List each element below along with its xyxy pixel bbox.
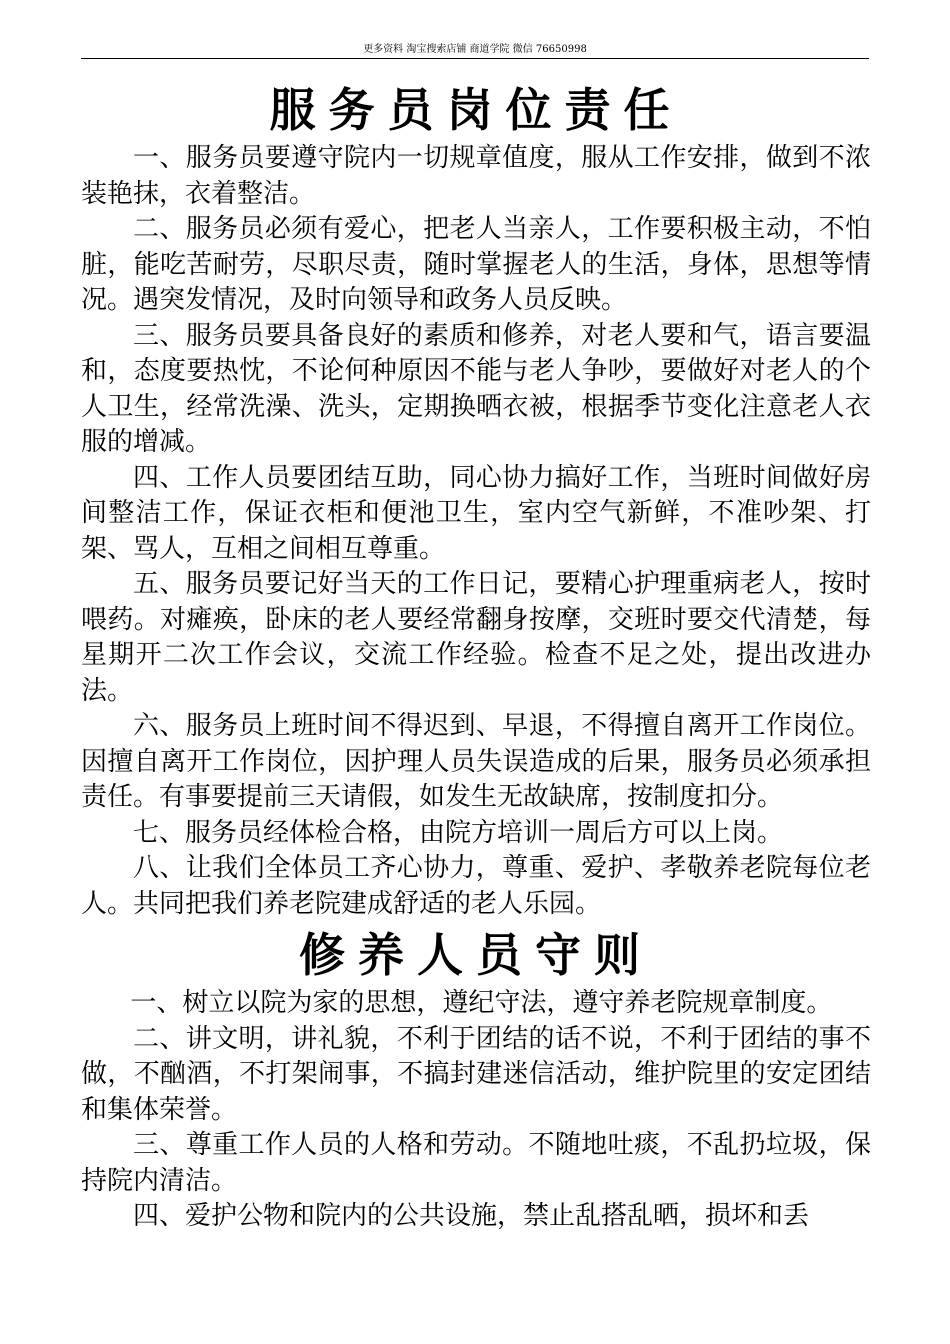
section-title-staff-duties: 服务员岗位责任 <box>269 83 683 137</box>
section-title-resident-rules: 修养人员守则 <box>299 928 653 982</box>
paragraph: 四、爱护公物和院内的公共设施，禁止乱搭乱晒，损坏和丢 <box>133 1201 810 1231</box>
paragraph: 二、讲文明，讲礼貌，不利于团结的话不说，不利于团结的事不做，不酗酒，不打架闹事，不搞封建迷信活动，维护院里的安定团结和集体荣誉。 <box>81 1023 871 1125</box>
paragraph: 一、树立以院为家的思想，遵纪守法，遵守养老院规章制度。 <box>130 988 833 1018</box>
paragraph: 四、工作人员要团结互助，同心协力搞好工作，当班时间做好房间整洁工作，保证衣柜和便池卫生，室内空气新鲜，不准吵架、打架、骂人，互相之间相互尊重。 <box>81 462 871 564</box>
paragraph: 八、让我们全体员工齐心协力，尊重、爱护、孝敬养老院每位老人。共同把我们养老院建成舒适的老人乐园。 <box>81 853 871 919</box>
paragraph: 一、服务员要遵守院内一切规章值度，服从工作安排，做到不浓装艳抹，衣着整洁。 <box>81 143 871 209</box>
paragraph: 六、服务员上班时间不得迟到、早退，不得擅自离开工作岗位。因擅自离开工作岗位，因护理人员失误造成的后果，服务员必须承担责任。有事要提前三天请假，如发生无故缺席，按制度扣分。 <box>81 711 871 812</box>
document-body <box>81 79 871 1235</box>
paragraph: 五、服务员要记好当天的工作日记，要精心护理重病老人，按时喂药。对瘫痪，卧床的老人要经常翻身按摩，交班时要交代清楚，每星期开二次工作会议，交流工作经验。检查不足之处，提出改进办法。 <box>81 569 871 706</box>
paragraph: 七、服务员经体检合格，由院方培训一周后方可以上岗。 <box>133 817 784 848</box>
paragraph: 二、服务员必须有爱心，把老人当亲人，工作要积极主动，不怕脏，能吃苦耐劳，尽职尽责，随时掌握老人的生活，身体，思想等情况。遇突发情况，及时向领导和政务人员反映。 <box>81 214 871 315</box>
paragraph: 三、服务员要具备良好的素质和修养，对老人要和气，语言要温和，态度要热忱，不论何种原因不能与老人争吵，要做好对老人的个人卫生，经常洗澡、洗头，定期换晒衣被，根据季节变化注意老人衣服的增减。 <box>81 320 871 457</box>
page-header-note: 更多资料 淘宝搜索店铺 商道学院 微信 76650998 <box>363 44 587 55</box>
paragraph: 三、尊重工作人员的人格和劳动。不随地吐痰，不乱扔垃圾，保持院内清洁。 <box>81 1130 871 1196</box>
header-rule <box>81 58 869 59</box>
